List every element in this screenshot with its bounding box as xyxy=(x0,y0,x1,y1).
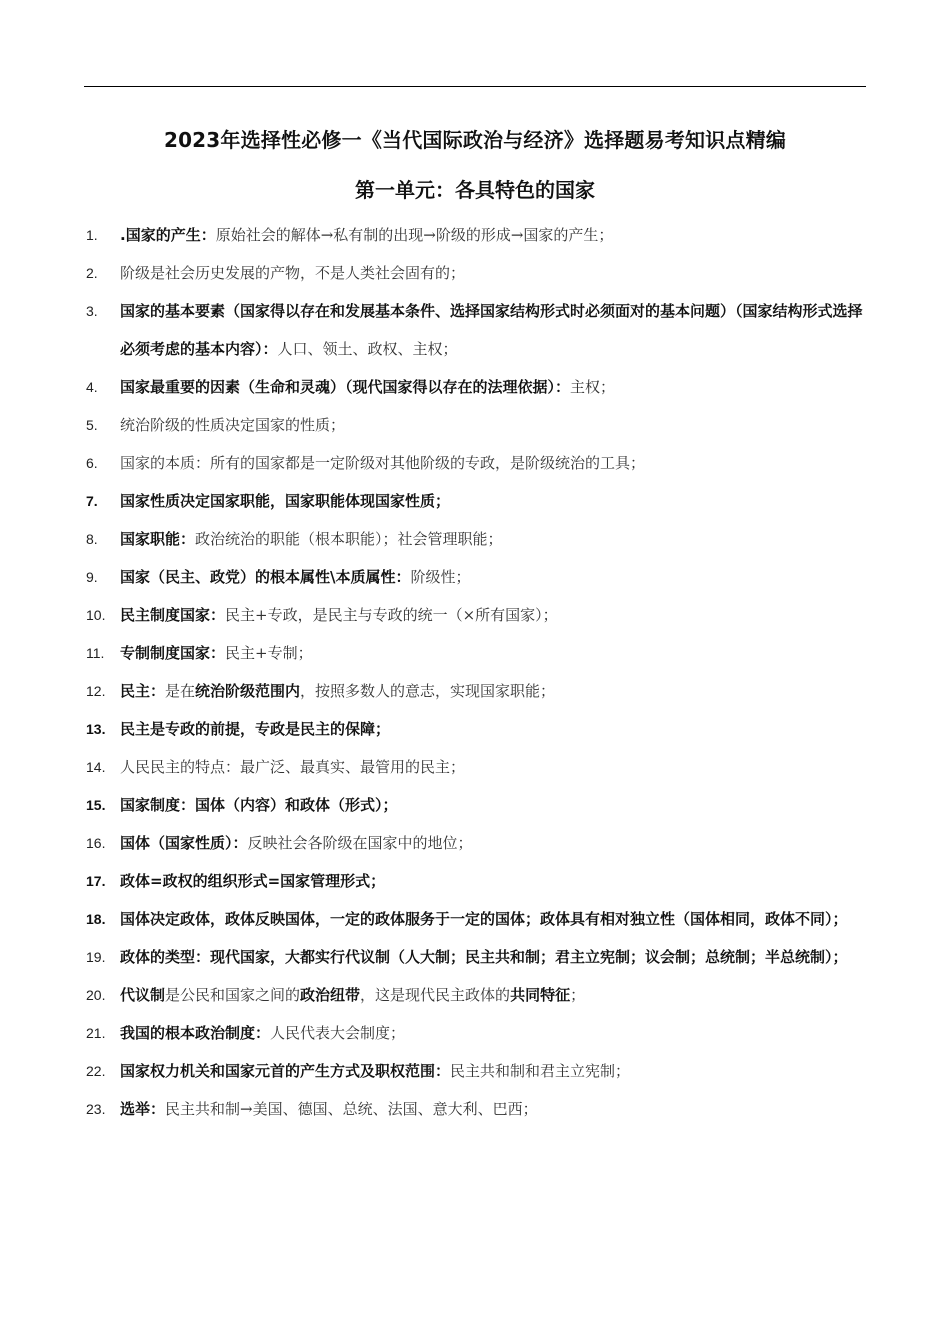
item-number: 8. xyxy=(86,531,98,547)
header-rule xyxy=(84,86,866,87)
item-number: 14. xyxy=(86,759,106,775)
item-number: 11. xyxy=(86,645,105,661)
list-item: 7. 国家性质决定国家职能，国家职能体现国家性质； xyxy=(86,482,868,520)
list-item: 22. 国家权力机关和国家元首的产生方式及职权范围：民主共和制和君主立宪制； xyxy=(86,1052,868,1090)
list-item: 19. 政体的类型：现代国家，大都实行代议制（人大制；民主共和制；君主立宪制；议会制；总统制；半总统制）； xyxy=(86,938,868,976)
list-item: 6. 国家的本质：所有的国家都是一定阶级对其他阶级的专政，是阶级统治的工具； xyxy=(86,444,868,482)
list-item: 4. 国家最重要的因素（生命和灵魂）（现代国家得以存在的法理依据）：主权； xyxy=(86,368,868,406)
list-item: 1. .国家的产生：原始社会的解体→私有制的出现→阶级的形成→国家的产生； xyxy=(86,216,868,254)
item-number: 2. xyxy=(86,265,98,281)
list-item: 23. 选举：民主共和制→美国、德国、总统、法国、意大利、巴西； xyxy=(86,1090,868,1128)
item-number: 9. xyxy=(86,569,98,585)
list-item: 17. 政体=政权的组织形式=国家管理形式； xyxy=(86,862,868,900)
item-number: 16. xyxy=(86,835,106,851)
item-number: 19. xyxy=(86,949,106,965)
list-item: 16. 国体（国家性质）：反映社会各阶级在国家中的地位； xyxy=(86,824,868,862)
item-number: 5. xyxy=(86,417,98,433)
list-item: 9. 国家（民主、政党）的根本属性\本质属性：阶级性； xyxy=(86,558,868,596)
list-item: 21. 我国的根本政治制度：人民代表大会制度； xyxy=(86,1014,868,1052)
list-item: 15. 国家制度：国体（内容）和政体（形式）； xyxy=(86,786,868,824)
item-number: 12. xyxy=(86,683,106,699)
item-number: 10. xyxy=(86,607,106,623)
item-number: 1. xyxy=(86,227,98,243)
item-number: 13. xyxy=(86,721,106,737)
list-item: 2. 阶级是社会历史发展的产物，不是人类社会固有的； xyxy=(86,254,868,292)
item-number: 15. xyxy=(86,797,106,813)
item-number: 7. xyxy=(86,493,98,509)
item-number: 6. xyxy=(86,455,98,471)
list-item: 13. 民主是专政的前提，专政是民主的保障； xyxy=(86,710,868,748)
item-number: 4. xyxy=(86,379,98,395)
item-number: 18. xyxy=(86,911,106,927)
knowledge-list xyxy=(86,216,868,1128)
item-number: 23. xyxy=(86,1101,106,1117)
list-item: 18. 国体决定政体，政体反映国体，一定的政体服务于一定的国体；政体具有相对独立性（国体相同，政体不同）； xyxy=(86,900,868,938)
item-number: 22. xyxy=(86,1063,106,1079)
list-item: 20. 代议制是公民和国家之间的政治纽带，这是现代民主政体的共同特征； xyxy=(86,976,868,1014)
item-number: 3. xyxy=(86,303,98,319)
list-item: 14. 人民民主的特点：最广泛、最真实、最管用的民主； xyxy=(86,748,868,786)
unit-title: 第一单元：各具特色的国家 xyxy=(355,178,595,202)
list-item: 3. 国家的基本要素（国家得以存在和发展基本条件、选择国家结构形式时必须面对的基本问题）（国家结构形式选择必须考虑的基本内容）：人口、领土、政权、主权； xyxy=(86,292,868,368)
page-title: 2023年选择性必修一《当代国际政治与经济》选择题易考知识点精编 xyxy=(163,128,787,152)
list-item: 10. 民主制度国家：民主+专政，是民主与专政的统一（×所有国家）； xyxy=(86,596,868,634)
list-item: 12. 民主：是在统治阶级范围内，按照多数人的意志，实现国家职能； xyxy=(86,672,868,710)
item-number: 20. xyxy=(86,987,106,1003)
item-number: 21. xyxy=(86,1025,106,1041)
item-number: 17. xyxy=(86,873,106,889)
list-item: 5. 统治阶级的性质决定国家的性质； xyxy=(86,406,868,444)
list-item: 8. 国家职能：政治统治的职能（根本职能）；社会管理职能； xyxy=(86,520,868,558)
list-item: 11. 专制制度国家：民主+专制； xyxy=(86,634,868,672)
